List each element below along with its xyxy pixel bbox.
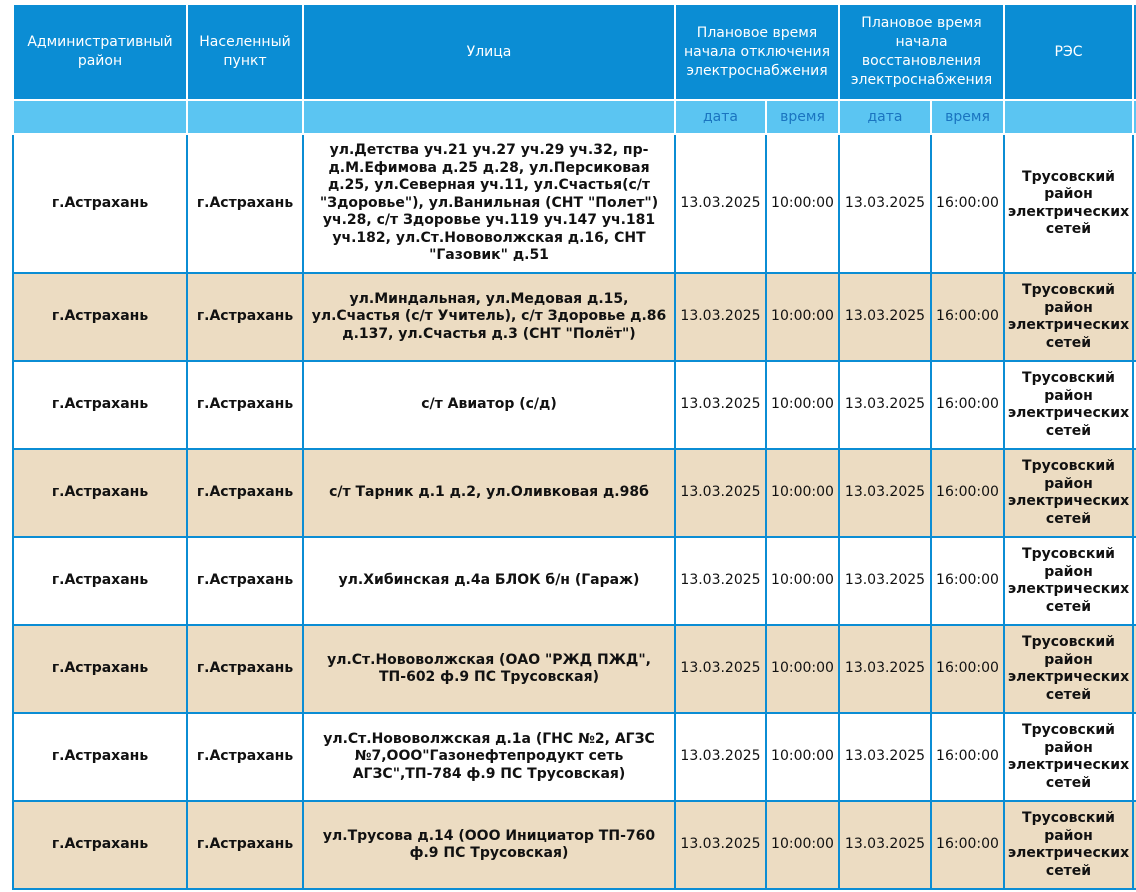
outage-table-wrapper [12,3,1136,890]
table-body [13,134,1136,889]
cell-off-time: 10:00:00 [766,449,839,537]
header-street: Улица [303,4,675,100]
table-row [13,134,1136,273]
cell-off-date: 13.03.2025 [675,713,766,801]
subheader-empty [187,100,303,134]
cell-off-time: 10:00:00 [766,537,839,625]
cell-off-time: 10:00:00 [766,273,839,361]
cell-settlement: г.Астрахань [187,361,303,449]
cell-street: ул.Хибинская д.4а БЛОК б/н (Гараж) [303,537,675,625]
table-row [13,537,1136,625]
cell-off-time: 10:00:00 [766,801,839,889]
cell-district: г.Астрахань [13,449,187,537]
cell-district: г.Астрахань [13,361,187,449]
cell-district: г.Астрахань [13,713,187,801]
table-row [13,801,1136,889]
subheader-on-date: дата [839,100,931,134]
cell-off-time: 10:00:00 [766,134,839,273]
cell-settlement: г.Астрахань [187,801,303,889]
cell-on-time: 16:00:00 [931,537,1004,625]
table-row [13,273,1136,361]
cell-street: с/т Авиатор (с/д) [303,361,675,449]
cell-on-time: 16:00:00 [931,134,1004,273]
cell-off-time: 10:00:00 [766,361,839,449]
cell-on-date: 13.03.2025 [839,361,931,449]
cell-settlement: г.Астрахань [187,449,303,537]
cell-on-time: 16:00:00 [931,273,1004,361]
cell-on-time: 16:00:00 [931,801,1004,889]
cell-res: Трусовский район электрических сетей [1004,625,1133,713]
cell-off-date: 13.03.2025 [675,449,766,537]
header-off-time: Плановое время начала отключения электроснабжения [675,4,839,100]
cell-settlement: г.Астрахань [187,273,303,361]
table-row [13,713,1136,801]
cell-street: с/т Тарник д.1 д.2, ул.Оливковая д.98б [303,449,675,537]
header-row [13,4,1136,100]
cell-off-time: 10:00:00 [766,713,839,801]
header-district: Административный район [13,4,187,100]
cell-off-date: 13.03.2025 [675,361,766,449]
cell-on-date: 13.03.2025 [839,625,931,713]
cell-off-date: 13.03.2025 [675,134,766,273]
cell-res: Трусовский район электрических сетей [1004,537,1133,625]
cell-res: Трусовский район электрических сетей [1004,134,1133,273]
subheader-empty [1004,100,1133,134]
subheader-off-time: время [766,100,839,134]
subheader-on-time: время [931,100,1004,134]
subheader-off-date: дата [675,100,766,134]
cell-off-date: 13.03.2025 [675,801,766,889]
cell-res: Трусовский район электрических сетей [1004,801,1133,889]
cell-res: Трусовский район электрических сетей [1004,273,1133,361]
cell-on-date: 13.03.2025 [839,449,931,537]
cell-on-time: 16:00:00 [931,625,1004,713]
cell-street: ул.Трусова д.14 (ООО Инициатор ТП-760 ф.9 ПС Трусовская) [303,801,675,889]
table-row [13,625,1136,713]
cell-on-date: 13.03.2025 [839,273,931,361]
cell-off-date: 13.03.2025 [675,625,766,713]
cell-street: ул.Ст.Нововолжская (ОАО "РЖД ПЖД", ТП-602 ф.9 ПС Трусовская) [303,625,675,713]
table-row [13,361,1136,449]
cell-district: г.Астрахань [13,134,187,273]
cell-on-date: 13.03.2025 [839,537,931,625]
cell-on-date: 13.03.2025 [839,134,931,273]
cell-street: ул.Детства уч.21 уч.27 уч.29 уч.32, пр-д.М.Ефимова д.25 д.28, ул.Персиковая д.25, ул.Северная уч.11, ул.Счастья(с/т "Здоровье"), ул.Ванильная (СНТ "Полет") уч.28, с/т Здоровье уч.119 уч.147 уч.181 уч.182, ул.Ст.Нововолжская д.16, СНТ "Газовик" д.51 [303,134,675,273]
table-row [13,449,1136,537]
outage-table [12,3,1136,890]
cell-settlement: г.Астрахань [187,625,303,713]
subheader-empty [303,100,675,134]
cell-street: ул.Ст.Нововолжская д.1а (ГНС №2, АГЗС №7,ООО"Газонефтепродукт сеть АГЗС",ТП-784 ф.9 ПС Трусовская) [303,713,675,801]
cell-district: г.Астрахань [13,537,187,625]
cell-off-date: 13.03.2025 [675,273,766,361]
cell-settlement: г.Астрахань [187,713,303,801]
cell-off-date: 13.03.2025 [675,537,766,625]
cell-res: Трусовский район электрических сетей [1004,449,1133,537]
header-settlement: Населенный пункт [187,4,303,100]
cell-on-date: 13.03.2025 [839,713,931,801]
cell-district: г.Астрахань [13,801,187,889]
cell-street: ул.Миндальная, ул.Медовая д.15, ул.Счастья (с/т Учитель), с/т Здоровье д.86 д.137, ул.Счастья д.3 (СНТ "Полёт") [303,273,675,361]
cell-settlement: г.Астрахань [187,134,303,273]
cell-res: Трусовский район электрических сетей [1004,361,1133,449]
cell-district: г.Астрахань [13,273,187,361]
cell-on-time: 16:00:00 [931,361,1004,449]
cell-res: Трусовский район электрических сетей [1004,713,1133,801]
cell-district: г.Астрахань [13,625,187,713]
header-res: РЭС [1004,4,1133,100]
cell-off-time: 10:00:00 [766,625,839,713]
header-on-time: Плановое время начала восстановления электроснабжения [839,4,1004,100]
cell-on-date: 13.03.2025 [839,801,931,889]
subheader-empty [13,100,187,134]
subheader-row [13,100,1136,134]
cell-on-time: 16:00:00 [931,449,1004,537]
cell-settlement: г.Астрахань [187,537,303,625]
cell-on-time: 16:00:00 [931,713,1004,801]
